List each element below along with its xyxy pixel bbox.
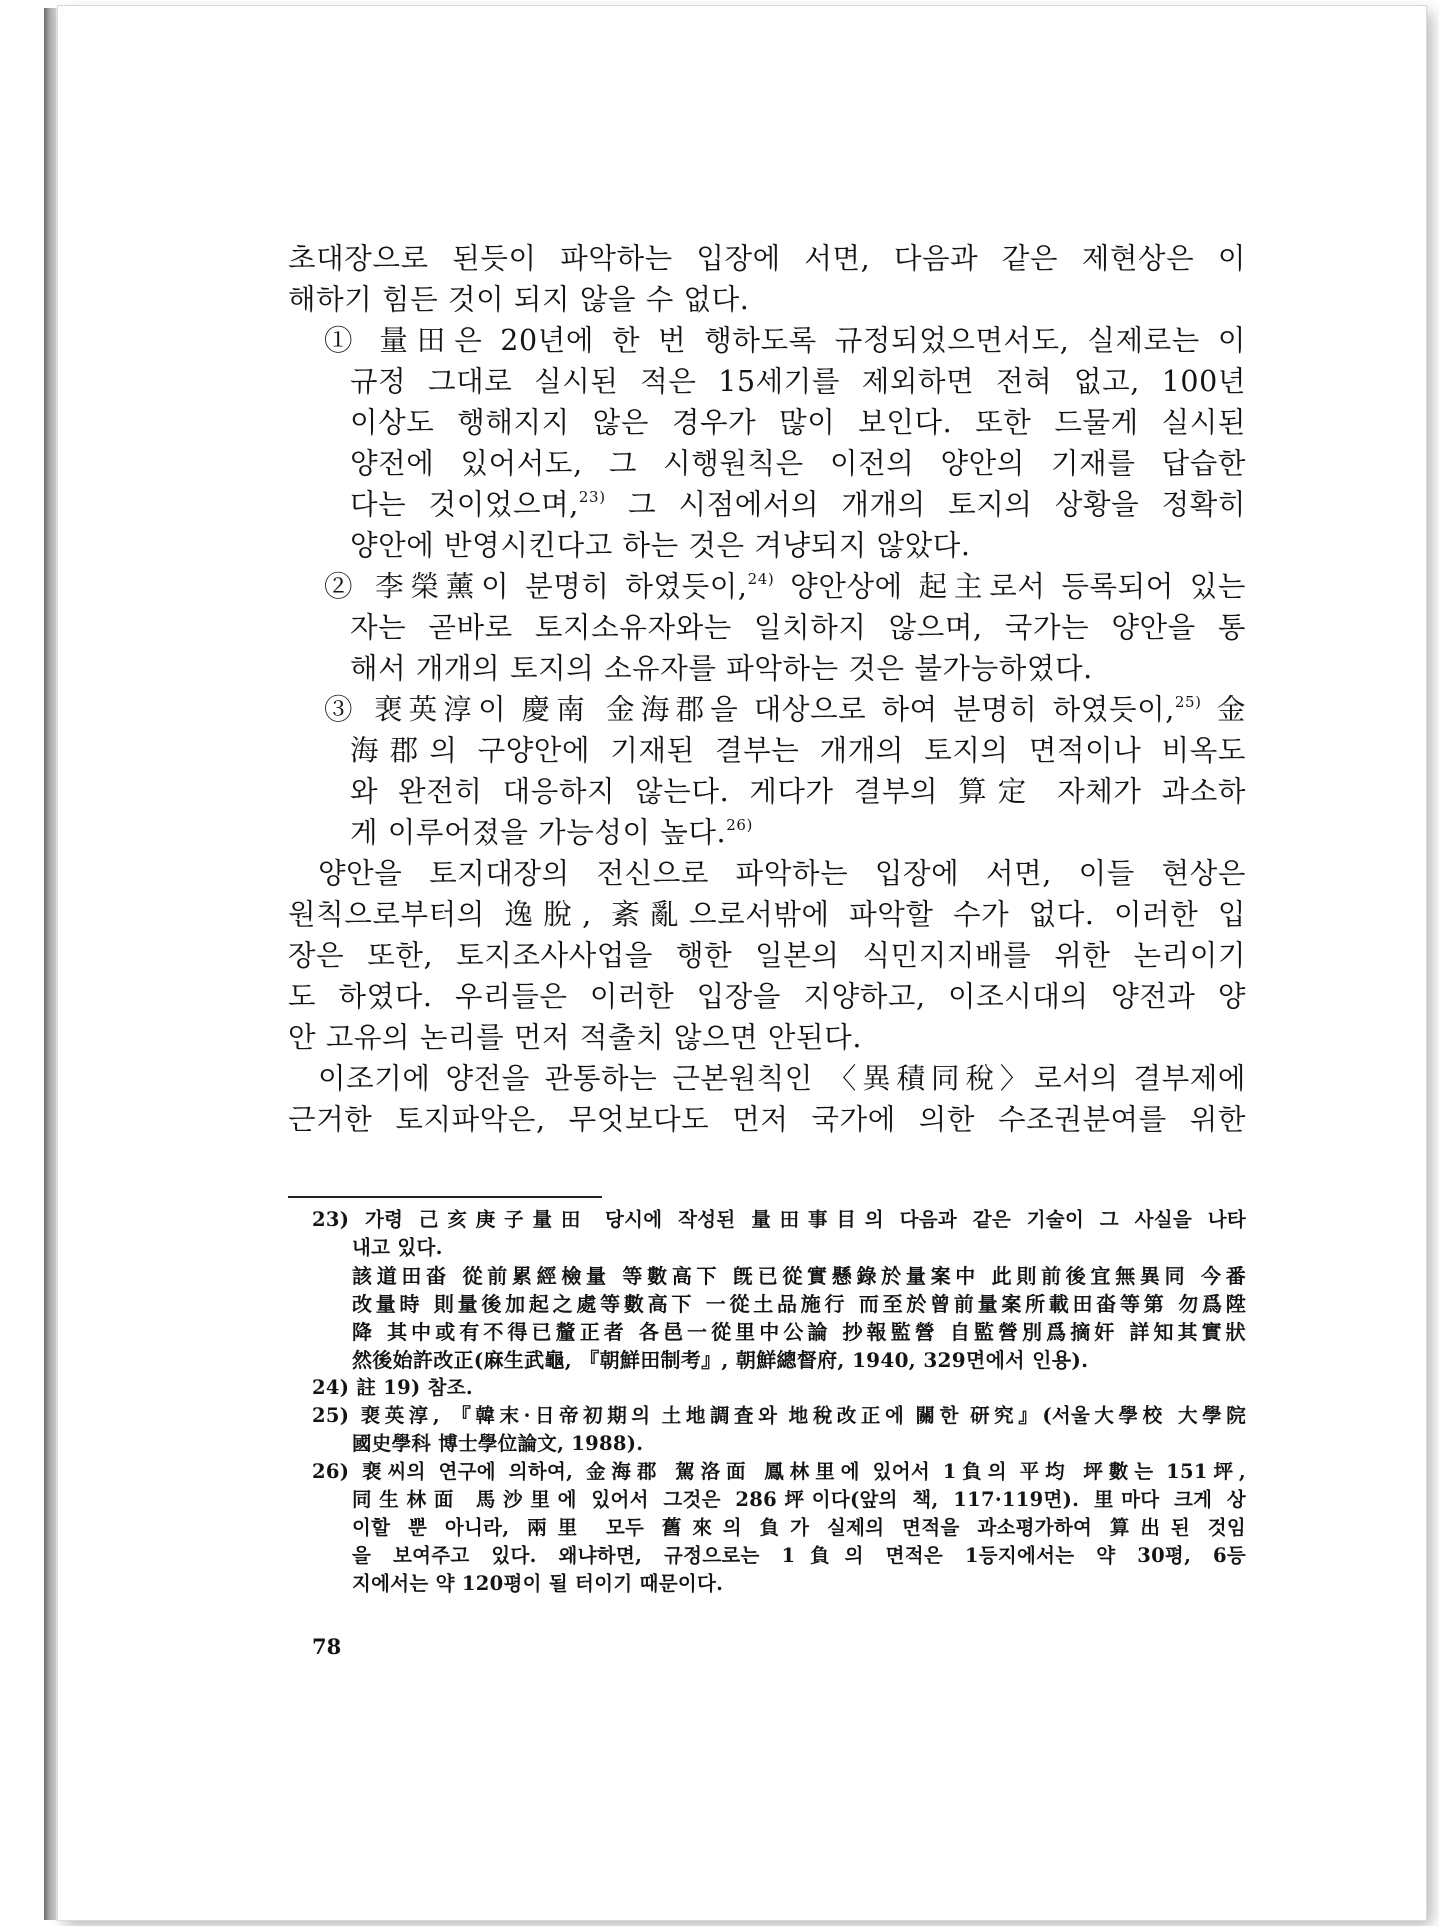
footnote-ref-23: 23) [578,488,606,506]
list-item-1-line: 이상도 행해지지 않은 경우가 많이 보인다. 또한 드물게 실시된 [350,406,1246,439]
list-item-3-line [350,812,1246,853]
list-item-1-line: 규정 그대로 실시된 적은 15세기를 제외하면 전혀 없고, 100년 [350,365,1246,398]
footnote-line: 24) 註 19) 참조. [312,1376,473,1399]
body-text-span: 다는 것이었으며, [350,488,579,521]
list-item-1-line: ① 量田은 20년에 한 번 행하도록 규정되었으면서도, 실제로는 이 [324,324,1246,357]
footnote-quote-line: 改量時 則量後加起之處等數高下 一從土品施行 而至於曾前量案所載田畓等第 勿爲陞 [352,1292,1246,1316]
footnote-line: 25) 裵英淳, 『韓末·日帝初期의 土地調査와 地稅改正에 關한 研究』(서울大學校 大學院 [312,1404,1246,1427]
list-item-1-line: 양안에 반영시킨다고 하는 것은 겨냥되지 않았다. [350,529,971,562]
footnote-line: 26) 裵씨의 연구에 의하여, 金海郡 駕洛面 鳳林里에 있어서 1負의 平均 坪數는 151坪, [312,1460,1246,1483]
list-item-2-line: 자는 곧바로 토지소유자와는 일치하지 않으며, 국가는 양안을 통 [350,611,1246,644]
footnote-line: 國史學科 博士學位論文, 1988). [352,1432,644,1455]
book-spine-shadow [44,8,56,1920]
list-item-1-line [350,484,1246,525]
footnote-quote-line: 降 其中或有不得已釐正者 各邑一從里中公論 抄報監營 自監營別爲摘奸 詳知其實狀 [352,1320,1246,1344]
body-text-span: 金 [1201,693,1246,726]
footnote-ref-25: 25) [1174,693,1202,711]
body-line: 도 하였다. 우리들은 이러한 입장을 지양하고, 이조시대의 양전과 양 [288,980,1246,1013]
page-number: 78 [312,1634,342,1659]
list-item-3-line: 와 완전히 대응하지 않는다. 게다가 결부의 算定 자체가 과소하 [350,775,1246,808]
body-line: 초대장으로 된듯이 파악하는 입장에 서면, 다음과 같은 제현상은 이 [288,242,1246,275]
body-text-span: ③ 裵英淳이 慶南 金海郡을 대상으로 하여 분명히 하였듯이, [324,693,1175,726]
footnote-ref-24: 24) [747,570,775,588]
list-item-3-line [324,689,1246,730]
body-text-span: 게 이루어졌을 가능성이 높다. [350,816,727,849]
list-item-2-line: 해서 개개의 토지의 소유자를 파악하는 것은 불가능하였다. [350,652,1093,685]
footnote-line: 지에서는 약 120평이 될 터이기 때문이다. [352,1572,724,1595]
body-text-span: 그 시점에서의 개개의 토지의 상황을 정확히 [605,488,1246,521]
body-text [288,238,1246,1140]
body-line: 해하기 힘든 것이 되지 않을 수 없다. [288,283,750,316]
body-line: 안 고유의 논리를 먼저 적출치 않으면 안된다. [288,1021,862,1054]
footnotes [312,1206,1246,1598]
footnote-quote-line: 該道田畓 從前累經檢量 等數高下 旣已從實懸錄於量案中 此則前後宜無異同 今番 [352,1264,1246,1288]
body-line: 근거한 토지파악은, 무엇보다도 먼저 국가에 의한 수조권분여를 위한 [288,1103,1246,1136]
footnote-line: 同生林面 馬沙里에 있어서 그것은 286坪이다(앞의 책, 117·119면). 里마다 크게 상 [352,1488,1246,1511]
body-text-span: 양안상에 起主로서 등록되어 있는 [774,570,1246,603]
list-item-2-line [324,566,1246,607]
footnote-line: 을 보여주고 있다. 왜냐하면, 규정으로는 1負의 면적은 1등지에서는 약 30평, 6등 [352,1544,1246,1567]
body-line: 이조기에 양전을 관통하는 근본원칙인 〈異積同稅〉로서의 결부제에 [318,1062,1246,1095]
footnote-quote-line: 然後始許改正(麻生武龜, 『朝鮮田制考』, 朝鮮總督府, 1940, 329면에서 인용). [352,1348,1089,1372]
footnote-separator [288,1196,602,1198]
body-line: 양안을 토지대장의 전신으로 파악하는 입장에 서면, 이들 현상은 [318,857,1246,890]
footnote-line: 이할 뿐 아니라, 兩里 모두 舊來의 負가 실제의 면적을 과소평가하여 算出된 것임 [352,1516,1246,1539]
body-line: 장은 또한, 토지조사사업을 행한 일본의 식민지지배를 위한 논리이기 [288,939,1246,972]
footnote-line: 23) 가령 己亥庚子量田 당시에 작성된 量田事目의 다음과 같은 기술이 그 사실을 나타 [312,1208,1246,1231]
footnote-line: 내고 있다. [352,1236,443,1259]
list-item-1-line: 양전에 있어서도, 그 시행원칙은 이전의 양안의 기재를 답습한 [350,447,1246,480]
body-line: 원칙으로부터의 逸脫, 紊亂으로서밖에 파악할 수가 없다. 이러한 입 [288,898,1246,931]
body-text-span: ② 李榮薰이 분명히 하였듯이, [324,570,748,603]
footnote-ref-26: 26) [726,816,753,834]
list-item-3-line: 海郡의 구양안에 기재된 결부는 개개의 토지의 면적이나 비옥도 [350,734,1246,767]
